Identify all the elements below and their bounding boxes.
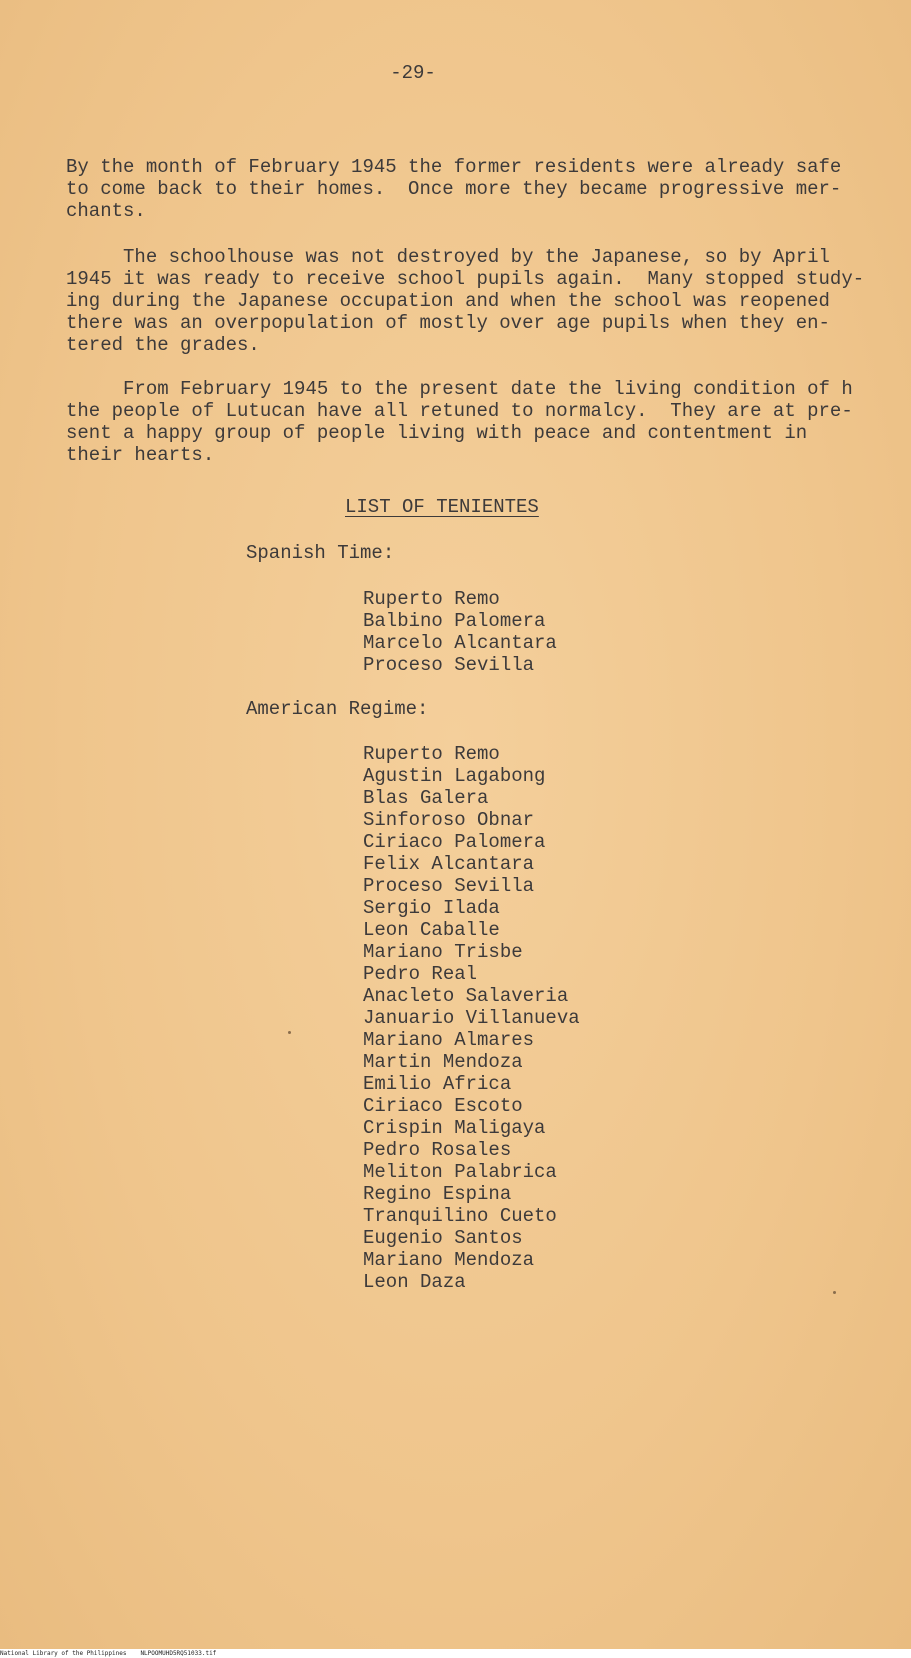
teniente-name: Emilio Africa (363, 1073, 512, 1095)
teniente-name: Regino Espina (363, 1183, 512, 1205)
teniente-name: Meliton Palabrica (363, 1161, 557, 1183)
teniente-name: Mariano Mendoza (363, 1249, 535, 1271)
teniente-name: Martin Mendoza (363, 1051, 523, 1073)
teniente-name: Agustin Lagabong (363, 765, 546, 787)
teniente-name: Pedro Real (363, 963, 478, 985)
paragraph-line: By the month of February 1945 the former residents were already safe (66, 156, 842, 178)
teniente-name: Felix Alcantara (363, 853, 535, 875)
teniente-name: Anacleto Salaveria (363, 985, 569, 1007)
american-tenientes-list (363, 743, 580, 1293)
paper-speck (288, 1031, 291, 1034)
page-number: -29- (390, 62, 436, 84)
spanish-time-label: Spanish Time: (246, 542, 395, 564)
footer-file: NLPOOMUHD5RQ51033.tif (140, 1650, 217, 1657)
teniente-name: Mariano Trisbe (363, 941, 523, 963)
paragraph-line: to come back to their homes. Once more they became progressive mer- (66, 178, 842, 200)
teniente-name: Blas Galera (363, 787, 489, 809)
teniente-name: Ruperto Remo (363, 588, 500, 610)
paragraph-living-condition (66, 378, 853, 466)
paragraph-line: ing during the Japanese occupation and when the school was reopened (66, 290, 830, 312)
american-regime-label: American Regime: (246, 698, 429, 720)
teniente-name: Leon Daza (363, 1271, 466, 1293)
teniente-name: Crispin Maligaya (363, 1117, 546, 1139)
spanish-tenientes-list (363, 588, 557, 676)
teniente-name: Januario Villanueva (363, 1007, 580, 1029)
paragraph-line: there was an overpopulation of mostly over age pupils when they en- (66, 312, 830, 334)
footer-source: National Library of the Philippines (0, 1650, 127, 1657)
paragraph-line: The schoolhouse was not destroyed by the Japanese, so by April (66, 246, 830, 268)
teniente-name: Ciriaco Escoto (363, 1095, 523, 1117)
teniente-name: Sinforoso Obnar (363, 809, 535, 831)
paper-speck (833, 1291, 836, 1294)
scan-footer (0, 1649, 911, 1658)
paragraph-line: the people of Lutucan have all retuned to normalcy. They are at pre- (66, 400, 853, 422)
paragraph-line: chants. (66, 200, 146, 222)
teniente-name: Proceso Sevilla (363, 875, 535, 897)
teniente-name: Mariano Almares (363, 1029, 535, 1051)
paragraph-line: tered the grades. (66, 334, 260, 356)
list-heading: LIST OF TENIENTES (345, 496, 539, 518)
teniente-name: Proceso Sevilla (363, 654, 535, 676)
paragraph-line: 1945 it was ready to receive school pupils again. Many stopped study- (66, 268, 865, 290)
teniente-name: Tranquilino Cueto (363, 1205, 557, 1227)
teniente-name: Balbino Palomera (363, 610, 546, 632)
paragraph-line: sent a happy group of people living with peace and contentment in (66, 422, 808, 444)
teniente-name: Ruperto Remo (363, 743, 500, 765)
teniente-name: Marcelo Alcantara (363, 632, 557, 654)
paragraph-line: their hearts. (66, 444, 215, 466)
teniente-name: Sergio Ilada (363, 897, 500, 919)
teniente-name: Ciriaco Palomera (363, 831, 546, 853)
paragraph-return-of-residents (66, 156, 842, 222)
teniente-name: Leon Caballe (363, 919, 500, 941)
paragraph-schoolhouse (66, 246, 865, 356)
paragraph-line: From February 1945 to the present date the living condition of h (66, 378, 853, 400)
teniente-name: Pedro Rosales (363, 1139, 512, 1161)
teniente-name: Eugenio Santos (363, 1227, 523, 1249)
